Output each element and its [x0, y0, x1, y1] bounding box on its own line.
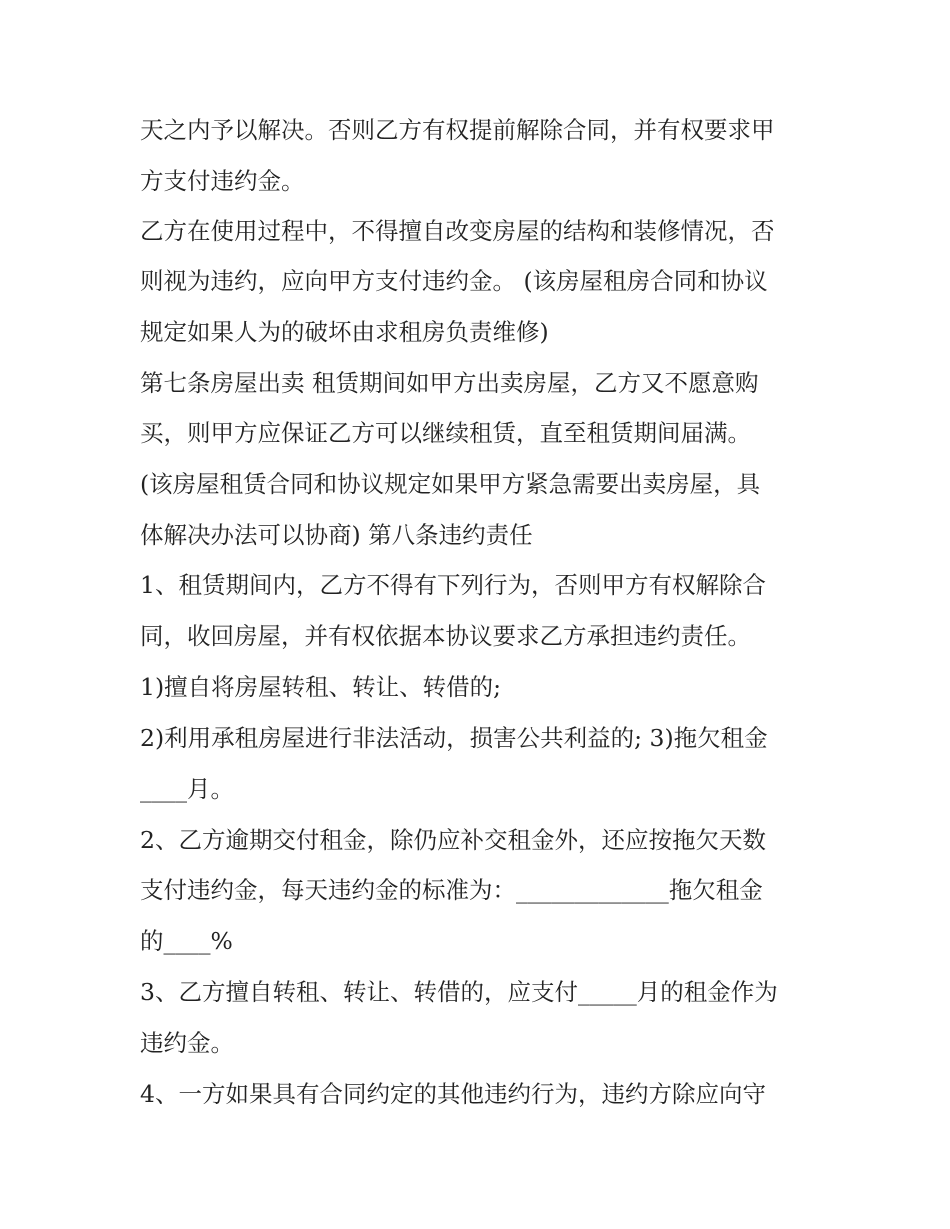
- text-line: 规定如果人为的破坏由求租房负责维修): [140, 318, 549, 346]
- text-line: 违约金。: [140, 1029, 234, 1057]
- text-line: 支付违约金，每天违约金的标准为：_____________拖欠租金: [140, 876, 763, 904]
- text-line: 同，收回房屋，并有权依据本协议要求乙方承担违约责任。: [140, 622, 751, 650]
- text-line: 第七条房屋出卖 租赁期间如甲方出卖房屋，乙方又不愿意购: [140, 369, 759, 397]
- text-line: 2)利用承租房屋进行非法活动，损害公共利益的; 3)拖欠租金: [140, 724, 768, 752]
- text-line: 则视为违约，应向甲方支付违约金。 (该房屋租房合同和协议: [140, 267, 768, 295]
- text-line: 买，则甲方应保证乙方可以继续租赁，直至租赁期间届满。: [140, 419, 751, 447]
- text-line: (该房屋租赁合同和协议规定如果甲方紧急需要出卖房屋，具: [140, 470, 761, 498]
- text-line: 天之内予以解决。否则乙方有权提前解除合同，并有权要求甲: [140, 116, 775, 144]
- text-line: ____月。: [140, 775, 234, 803]
- text-line: 乙方在使用过程中，不得擅自改变房屋的结构和装修情况，否: [140, 217, 775, 245]
- text-line: 3、乙方擅自转租、转让、转借的，应支付_____月的租金作为: [140, 978, 778, 1006]
- text-line: 4、一方如果具有合同约定的其他违约行为，违约方除应向守: [140, 1080, 766, 1108]
- text-line: 1、租赁期间内，乙方不得有下列行为，否则甲方有权解除合: [140, 571, 766, 599]
- text-line: 1)擅自将房屋转租、转让、转借的;: [140, 673, 502, 701]
- text-line: 2、乙方逾期交付租金，除仍应补交租金外，还应按拖欠天数: [140, 826, 766, 854]
- text-line: 体解决办法可以协商) 第八条违约责任: [140, 521, 533, 549]
- text-line: 方支付违约金。: [140, 167, 305, 195]
- text-line: 的____%: [140, 927, 233, 955]
